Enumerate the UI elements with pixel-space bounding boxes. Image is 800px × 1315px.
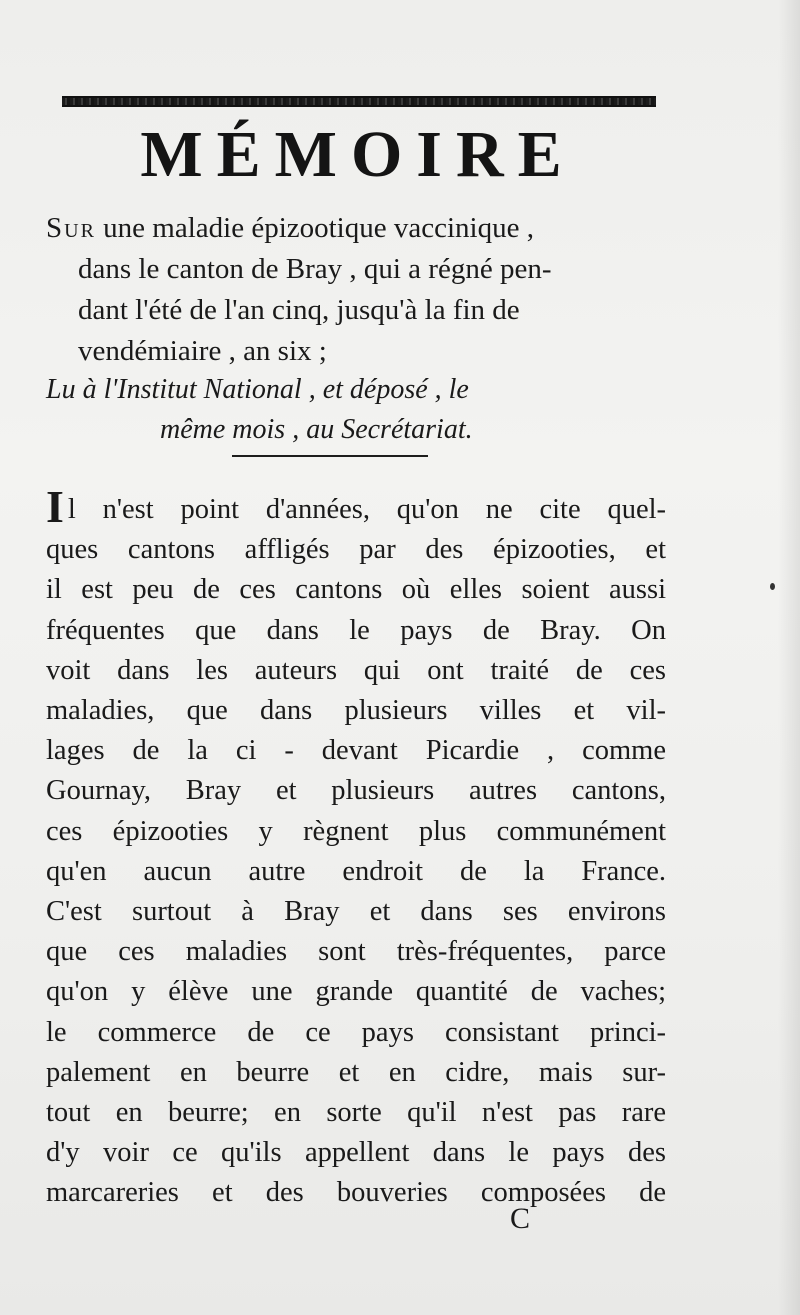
body-line-1: [46, 481, 666, 532]
page-title: MÉMOIRE: [140, 118, 576, 191]
body-line: ces épizooties y règnent plus communément: [46, 815, 666, 847]
body-line-1-text: l n'est point d'années, qu'on ne cite quel-: [67, 494, 666, 525]
body-line: le commerce de ce pays consistant princi-: [46, 1016, 666, 1048]
subtitle-line-1: [46, 208, 686, 249]
drop-cap: I: [46, 481, 64, 532]
body-line: Gournay, Bray et plusieurs autres cantons,: [46, 775, 666, 807]
body-line: marcareries et des bouveries composées de: [46, 1177, 666, 1209]
subtitle-line-1-text: une maladie épizootique vaccinique ,: [95, 212, 534, 244]
reading-note: [46, 370, 686, 450]
reading-note-line-1: Lu à l'Institut National , et déposé , le: [46, 374, 469, 405]
body-line: qu'on y élève une grande quantité de vaches;: [46, 976, 666, 1008]
body-line: palement en beurre et en cidre, mais sur-: [46, 1056, 666, 1088]
reading-note-line-2: même mois , au Secrétariat.: [160, 414, 473, 445]
body-line: tout en beurre; en sorte qu'il n'est pas rare: [46, 1097, 666, 1129]
body-line: il est peu de ces cantons où elles soient aussi: [46, 574, 666, 606]
body-line: qu'en aucun autre endroit de la France.: [46, 855, 666, 887]
subtitle-lead-caps: Sur: [46, 212, 96, 244]
subtitle-line-3: dant l'été de l'an cinq, jusqu'à la fin de: [78, 294, 520, 326]
body-line: que ces maladies sont très-fréquentes, parce: [46, 936, 666, 968]
subtitle-line-2: dans le canton de Bray , qui a régné pen-: [78, 253, 552, 285]
body-line: fréquentes que dans le pays de Bray. On: [46, 614, 666, 646]
body-line: voit dans les auteurs qui ont traité de ces: [46, 654, 666, 686]
body-line: maladies, que dans plusieurs villes et vil-: [46, 695, 666, 727]
body-line: ques cantons affligés par des épizooties, et: [46, 534, 666, 566]
body-paragraph: [46, 481, 666, 1214]
header-ornamental-rule: [62, 96, 656, 107]
subtitle-block: [46, 208, 686, 372]
subtitle-line-4: vendémiaire , an six ;: [78, 335, 327, 367]
body-line: d'y voir ce qu'ils appellent dans le pays des: [46, 1137, 666, 1169]
body-line: lages de la ci - devant Picardie , comme: [46, 735, 666, 767]
body-line: C'est surtout à Bray et dans ses environs: [46, 896, 666, 928]
section-divider: [232, 455, 428, 457]
catchword: C: [510, 1202, 531, 1235]
ink-speck: [770, 583, 775, 590]
